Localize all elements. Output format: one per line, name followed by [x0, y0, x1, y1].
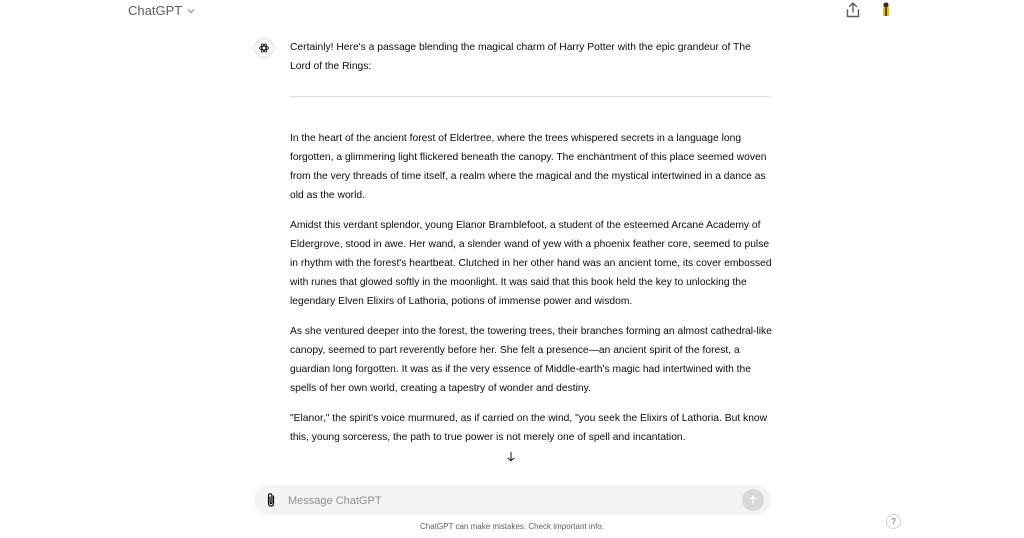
story-paragraph: In the heart of the ancient forest of Eldertree, where the trees whispered secrets in a language long forgotten, a glimmering light flickered beneath the canopy. The enchantment of this place seemed woven from the very threads of time itself, a realm where the magical and the mystical intertwined in a dance as old as the world.: [290, 133, 767, 201]
paperclip-icon[interactable]: [264, 492, 278, 508]
app-title: ChatGPT: [128, 3, 183, 18]
assistant-message: [290, 38, 774, 458]
story-passage: [290, 129, 774, 447]
disclaimer-text: ChatGPT can make mistakes. Check important info.: [420, 522, 604, 531]
scroll-down-button[interactable]: [503, 449, 519, 465]
top-bar: [0, 0, 1024, 22]
help-button[interactable]: ?: [886, 514, 901, 529]
user-avatar[interactable]: [877, 0, 895, 18]
message-intro: Certainly! Here's a passage blending the magical charm of Harry Potter with the epic grandeur of The Lord of the Rings:: [290, 42, 751, 72]
arrow-down-icon: [505, 451, 517, 463]
horizontal-divider: [290, 96, 770, 97]
arrow-up-icon: [748, 495, 758, 505]
send-button[interactable]: [742, 489, 764, 511]
story-paragraph: Amidst this verdant splendor, young Elanor Bramblefoot, a student of the esteemed Arcane Academy of Eldergrove, stood in awe. Her wand, a slender wand of yew with a phoenix feather core, seemed to pulse in rhythm with the forest's heartbeat. Clutched in her other hand was an ancient tome, its cover embossed with runes that glowed softly in the moonlight. It was said that this book held the key to unlocking the legendary Elven Elixirs of Lathoria, potions of immense power and wisdom.: [290, 220, 772, 307]
avatar-image: [877, 0, 895, 18]
message-composer: [254, 485, 771, 515]
share-icon[interactable]: [845, 1, 861, 19]
story-paragraph: "Elanor," the spirit's voice murmured, as if carried on the wind, "you seek the Elixirs of Lathoria. But know this, young sorceress, the path to true power is not merely one of spell and incantation.: [290, 413, 768, 443]
chevron-down-icon: [186, 6, 196, 16]
model-selector[interactable]: [128, 3, 196, 18]
message-input[interactable]: [286, 491, 730, 511]
openai-logo-icon: [254, 38, 274, 58]
story-paragraph: As she ventured deeper into the forest, the towering trees, their branches forming an almost cathedral-like canopy, seemed to part reverently before her. She felt a presence—an ancient spirit of the forest, a guardian long forgotten. It was as if the very essence of Middle-earth's magic had intertwined with the spells of her own world, creating a tapestry of wonder and destiny.: [290, 326, 772, 394]
